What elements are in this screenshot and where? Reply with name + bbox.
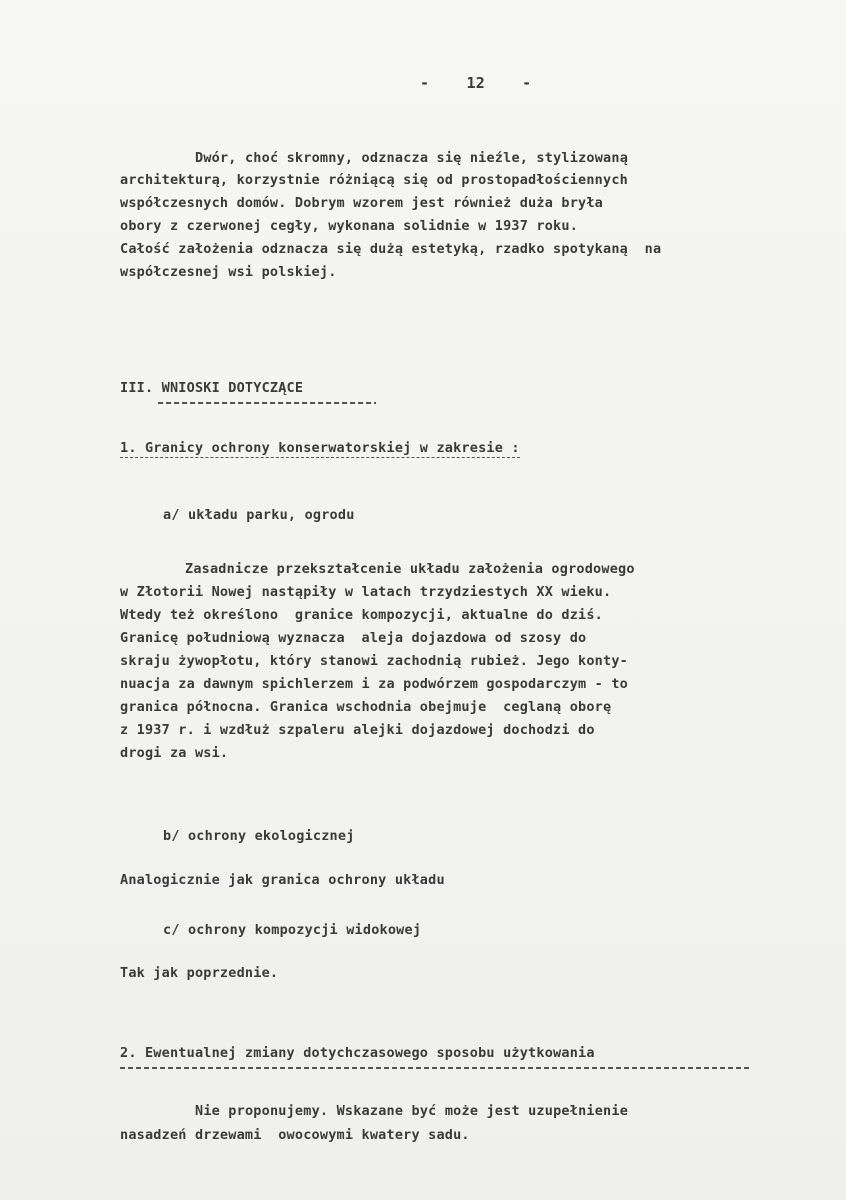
paragraph1-line-6: współczesnej wsi polskiej. bbox=[120, 264, 337, 280]
paragraph3-line-1: Nie proponujemy. Wskazane być może jest uzupełnienie bbox=[195, 1103, 629, 1119]
paragraph1-line-3: współczesnych domów. Dobrym wzorem jest również duża bryła bbox=[120, 195, 604, 211]
paragraph2-line-6: nuacja za dawnym spichlerzem i za podwórzem gospodarczym - to bbox=[120, 676, 628, 692]
paragraph1-line-2: architekturą, korzystnie różniącą się od prostopadłościennych bbox=[120, 172, 628, 188]
paragraph1-line-1: Dwór, choć skromny, odznacza się nieźle, stylizowaną bbox=[195, 150, 629, 166]
paragraph2-line-5: skraju żywopłotu, który stanowi zachodnią rubież. Jego konty- bbox=[120, 653, 628, 669]
paragraph2-line-2: w Złotorii Nowej nastąpiły w latach trzydziestych XX wieku. bbox=[120, 584, 612, 600]
paragraph1-line-5: Całość założenia odznacza się dużą estetyką, rzadko spotykaną na bbox=[120, 241, 662, 257]
paragraph2-line-3: Wtedy też określono granice kompozycji, aktualne do dziś. bbox=[120, 607, 604, 623]
subheading-granicy: 1. Granicy ochrony konserwatorskiej w zakresie : bbox=[120, 440, 520, 456]
paragraph2-line-9: drogi za wsi. bbox=[120, 745, 229, 761]
item-b-label: b/ ochrony ekologicznej bbox=[163, 828, 355, 844]
paragraph2-line-4: Granicę południową wyznacza aleja dojazdowa od szosy do bbox=[120, 630, 587, 646]
paragraph2-line-7: granica północna. Granica wschodnia obejmuje ceglaną oborę bbox=[120, 699, 612, 715]
item-a-label: a/ układu parku, ogrodu bbox=[163, 507, 355, 523]
paragraph1-line-4: obory z czerwonej cegły, wykonana solidnie w 1937 roku. bbox=[120, 218, 579, 234]
paragraph3-line-2: nasadzeń drzewami owocowymi kwatery sadu. bbox=[120, 1127, 470, 1143]
item-b-text: Analogicznie jak granica ochrony układu bbox=[120, 872, 445, 888]
subheading-ewentualnej-underline bbox=[120, 1067, 752, 1069]
item-c-label: c/ ochrony kompozycji widokowej bbox=[163, 922, 422, 938]
paragraph2-line-1: Zasadnicze przekształcenie układu założenia ogrodowego bbox=[185, 561, 635, 577]
section-heading: III. WNIOSKI DOTYCZĄCE bbox=[120, 380, 304, 396]
item-c-text: Tak jak poprzednie. bbox=[120, 965, 279, 981]
page-number: - 12 - bbox=[420, 74, 532, 92]
paragraph2-line-8: z 1937 r. i wzdłuż szpaleru alejki dojazdowej dochodzi do bbox=[120, 722, 595, 738]
subheading-ewentualnej: 2. Ewentualnej zmiany dotychczasowego sposobu użytkowania bbox=[120, 1045, 595, 1061]
section-heading-underline bbox=[158, 402, 376, 404]
